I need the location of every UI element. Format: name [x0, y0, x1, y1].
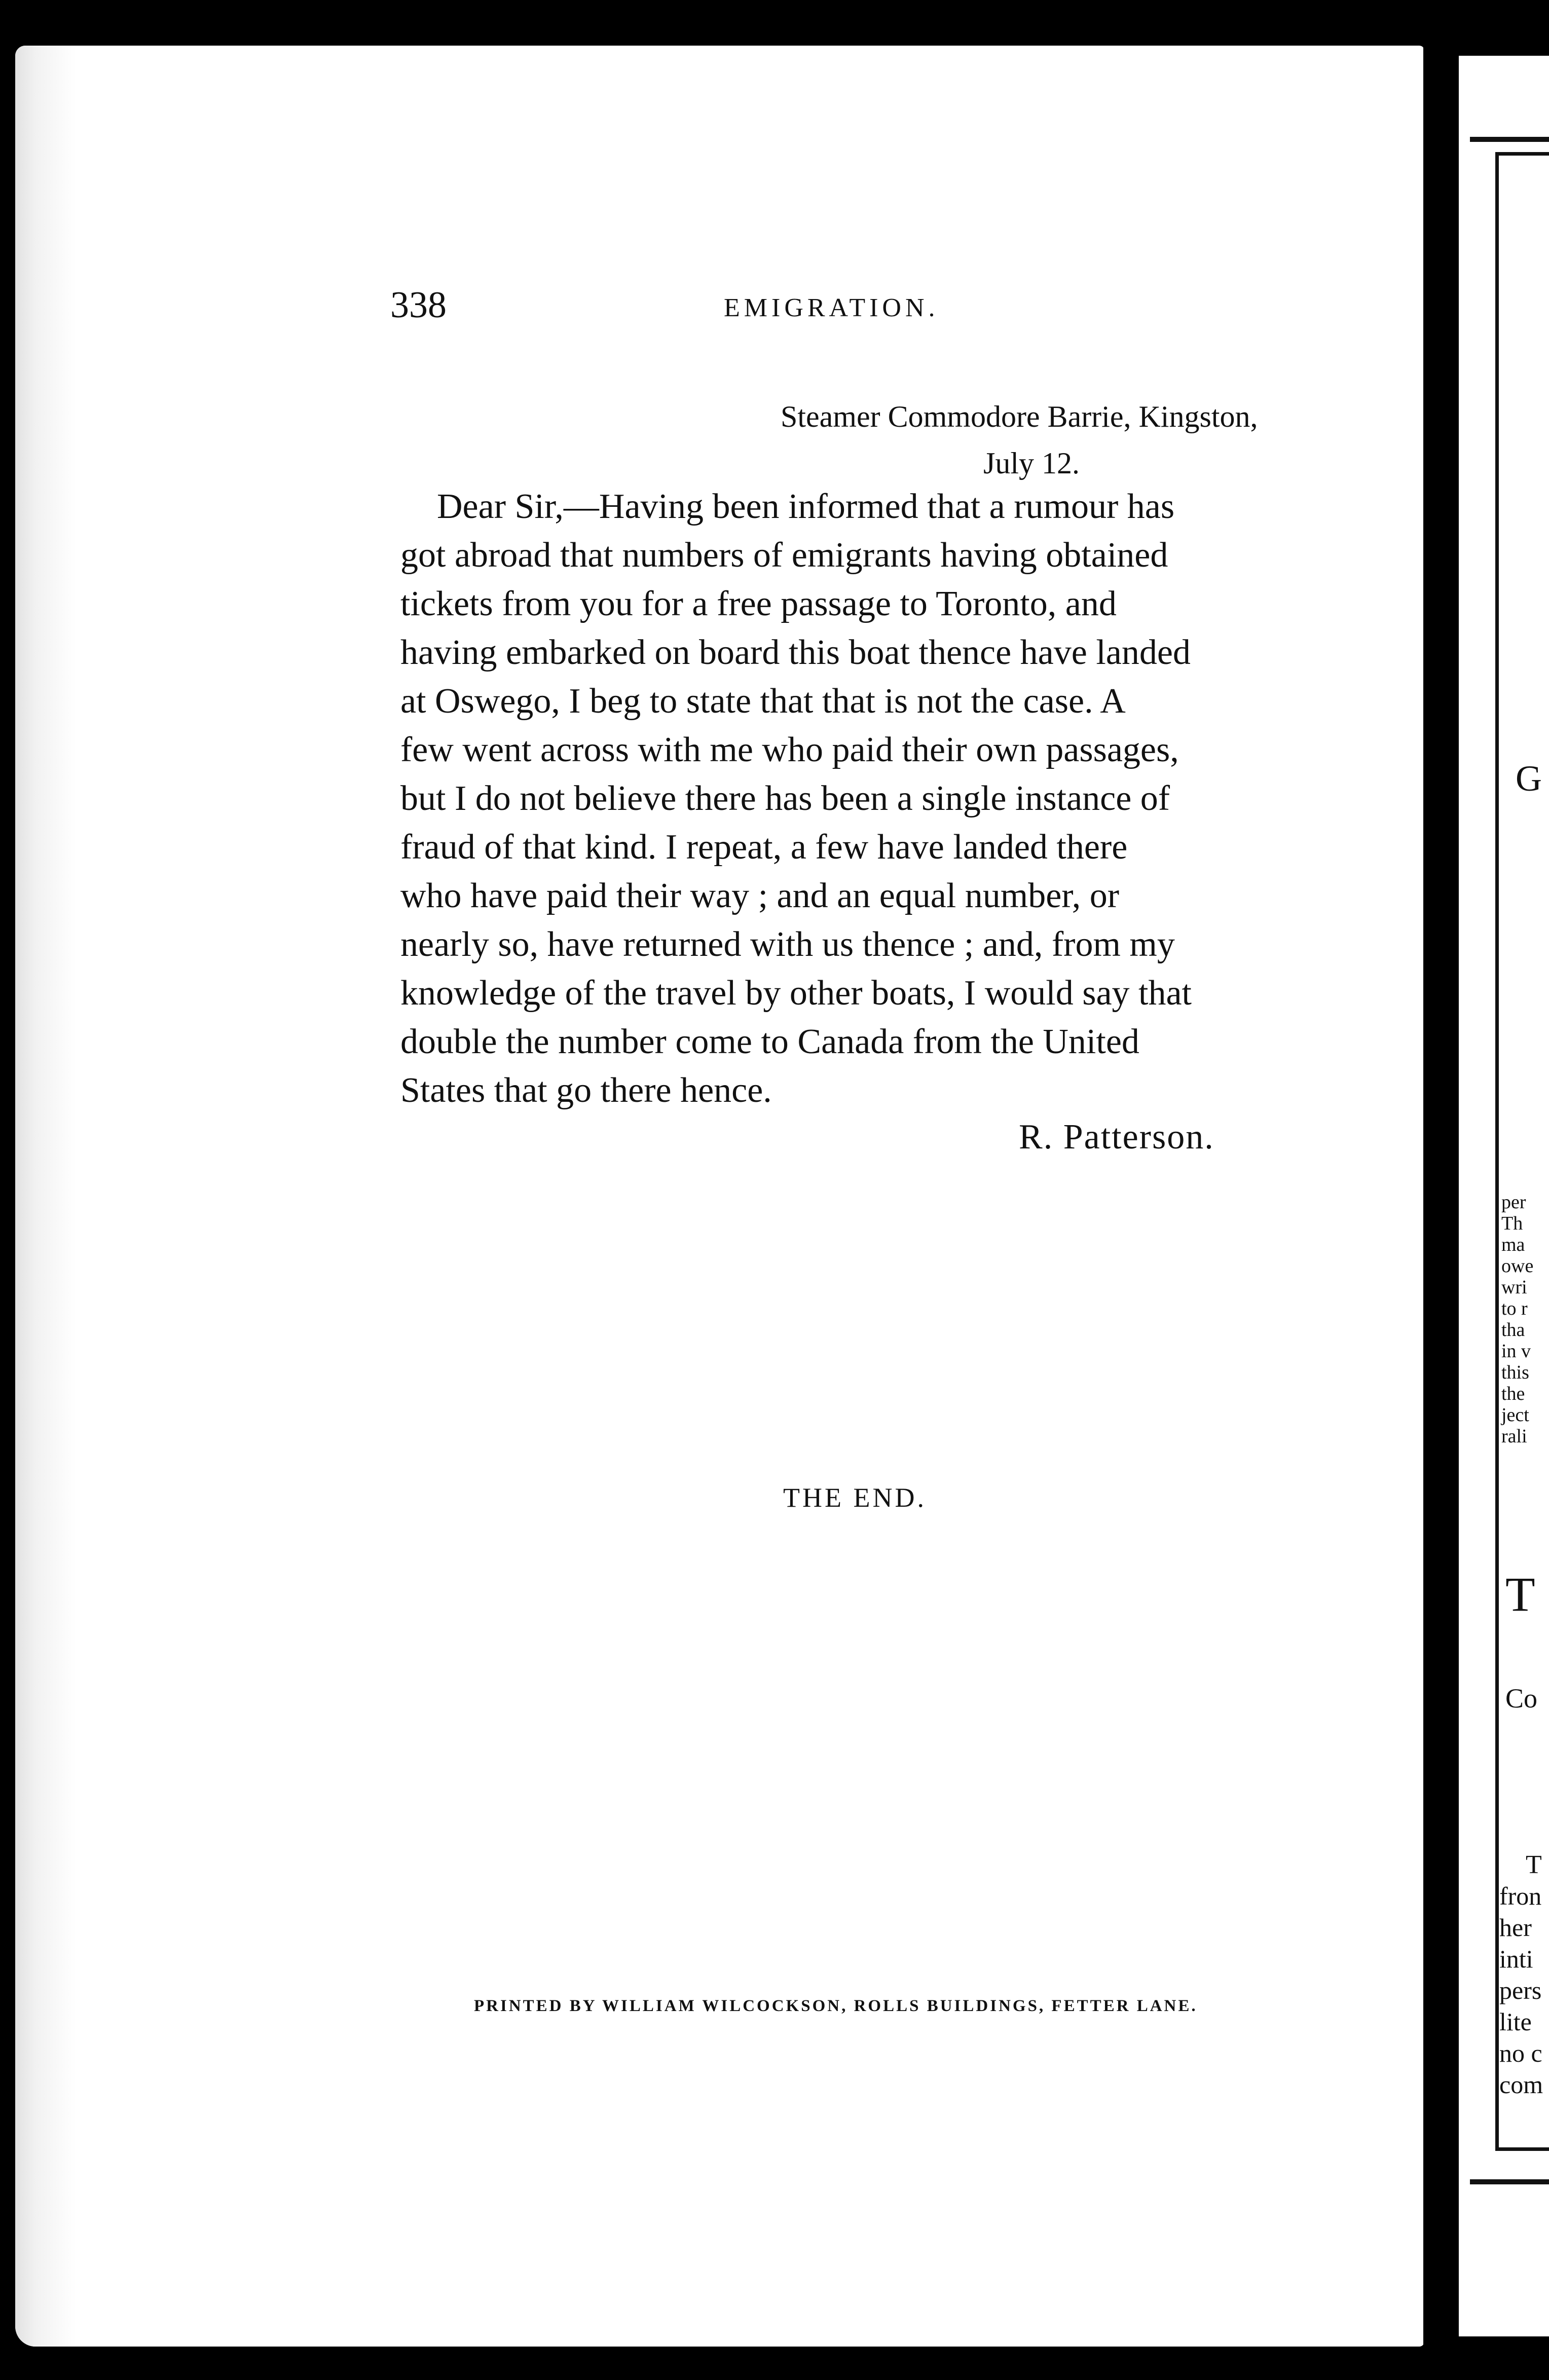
facing-page-fragment-co: Co — [1505, 1683, 1538, 1714]
letter-line: who have paid their way ; and an equal number, or — [400, 876, 1120, 915]
facing-page-fragment: to r — [1501, 1298, 1528, 1319]
facing-page-fragment: pers — [1499, 1976, 1542, 2004]
page-number: 338 — [390, 284, 447, 326]
facing-page-letter-t: T — [1505, 1567, 1535, 1621]
facing-page-fragment: owe — [1501, 1255, 1534, 1277]
dateline-date: July 12. — [983, 447, 1080, 480]
facing-page-fragment: wri — [1501, 1277, 1527, 1298]
facing-page-fragment: ma — [1501, 1234, 1525, 1255]
letter-line: fraud of that kind. I repeat, a few have landed there — [400, 828, 1128, 867]
facing-page-fragment: in v — [1501, 1341, 1531, 1362]
facing-page-fragment: lite — [1499, 2007, 1532, 2036]
facing-page-fragment: Th — [1501, 1213, 1523, 1234]
facing-page-fragment: tha — [1501, 1319, 1525, 1341]
letter-line: at Oswego, I beg to state that that is not the case. A — [400, 682, 1126, 721]
letter-line: nearly so, have returned with us thence ; and, from my — [400, 925, 1175, 964]
letter-line: knowledge of the travel by other boats, I would say that — [400, 974, 1192, 1013]
facing-page-fragment: rali — [1501, 1426, 1527, 1447]
facing-page-fragment: per — [1501, 1192, 1526, 1213]
letter-line: double the number come to Canada from the United — [400, 1022, 1139, 1061]
letter-line: Dear Sir,—Having been informed that a rumour has — [437, 487, 1175, 526]
binding-gutter — [1423, 0, 1459, 2380]
letter-line: got abroad that numbers of emigrants having obtained — [400, 536, 1168, 575]
letter-line: States that go there hence. — [400, 1071, 772, 1110]
facing-page-fragment: com — [1499, 2070, 1543, 2099]
facing-page-letter-g: G — [1516, 758, 1542, 799]
the-end: THE END. — [783, 1482, 927, 1513]
letter-line: having embarked on board this boat thence have landed — [400, 633, 1191, 672]
facing-page-fragment: no c — [1499, 2039, 1542, 2067]
facing-page-fragment: the — [1501, 1383, 1525, 1404]
facing-page-fragment: ject — [1501, 1404, 1529, 1426]
page-edge-shading — [15, 46, 76, 2347]
signature: R. Patterson. — [1019, 1118, 1214, 1157]
printer-imprint: PRINTED BY WILLIAM WILCOCKSON, ROLLS BUILDINGS, FETTER LANE. — [474, 1997, 1198, 2015]
facing-page-fragment: her — [1499, 1913, 1532, 1942]
facing-page-fragment: this — [1501, 1362, 1529, 1383]
letter-line: few went across with me who paid their own passages, — [400, 730, 1179, 769]
facing-page-fragment: inti — [1499, 1945, 1533, 1973]
page-header — [390, 284, 1303, 334]
running-title: EMIGRATION. — [724, 293, 939, 322]
facing-page-fragment: T — [1526, 1850, 1542, 1879]
letter-line: tickets from you for a free passage to Toronto, and — [400, 584, 1117, 623]
facing-page-fragment: fron — [1499, 1882, 1542, 1910]
dateline-place: Steamer Commodore Barrie, Kingston, — [781, 400, 1258, 433]
letter-line: but I do not believe there has been a single instance of — [400, 779, 1170, 818]
